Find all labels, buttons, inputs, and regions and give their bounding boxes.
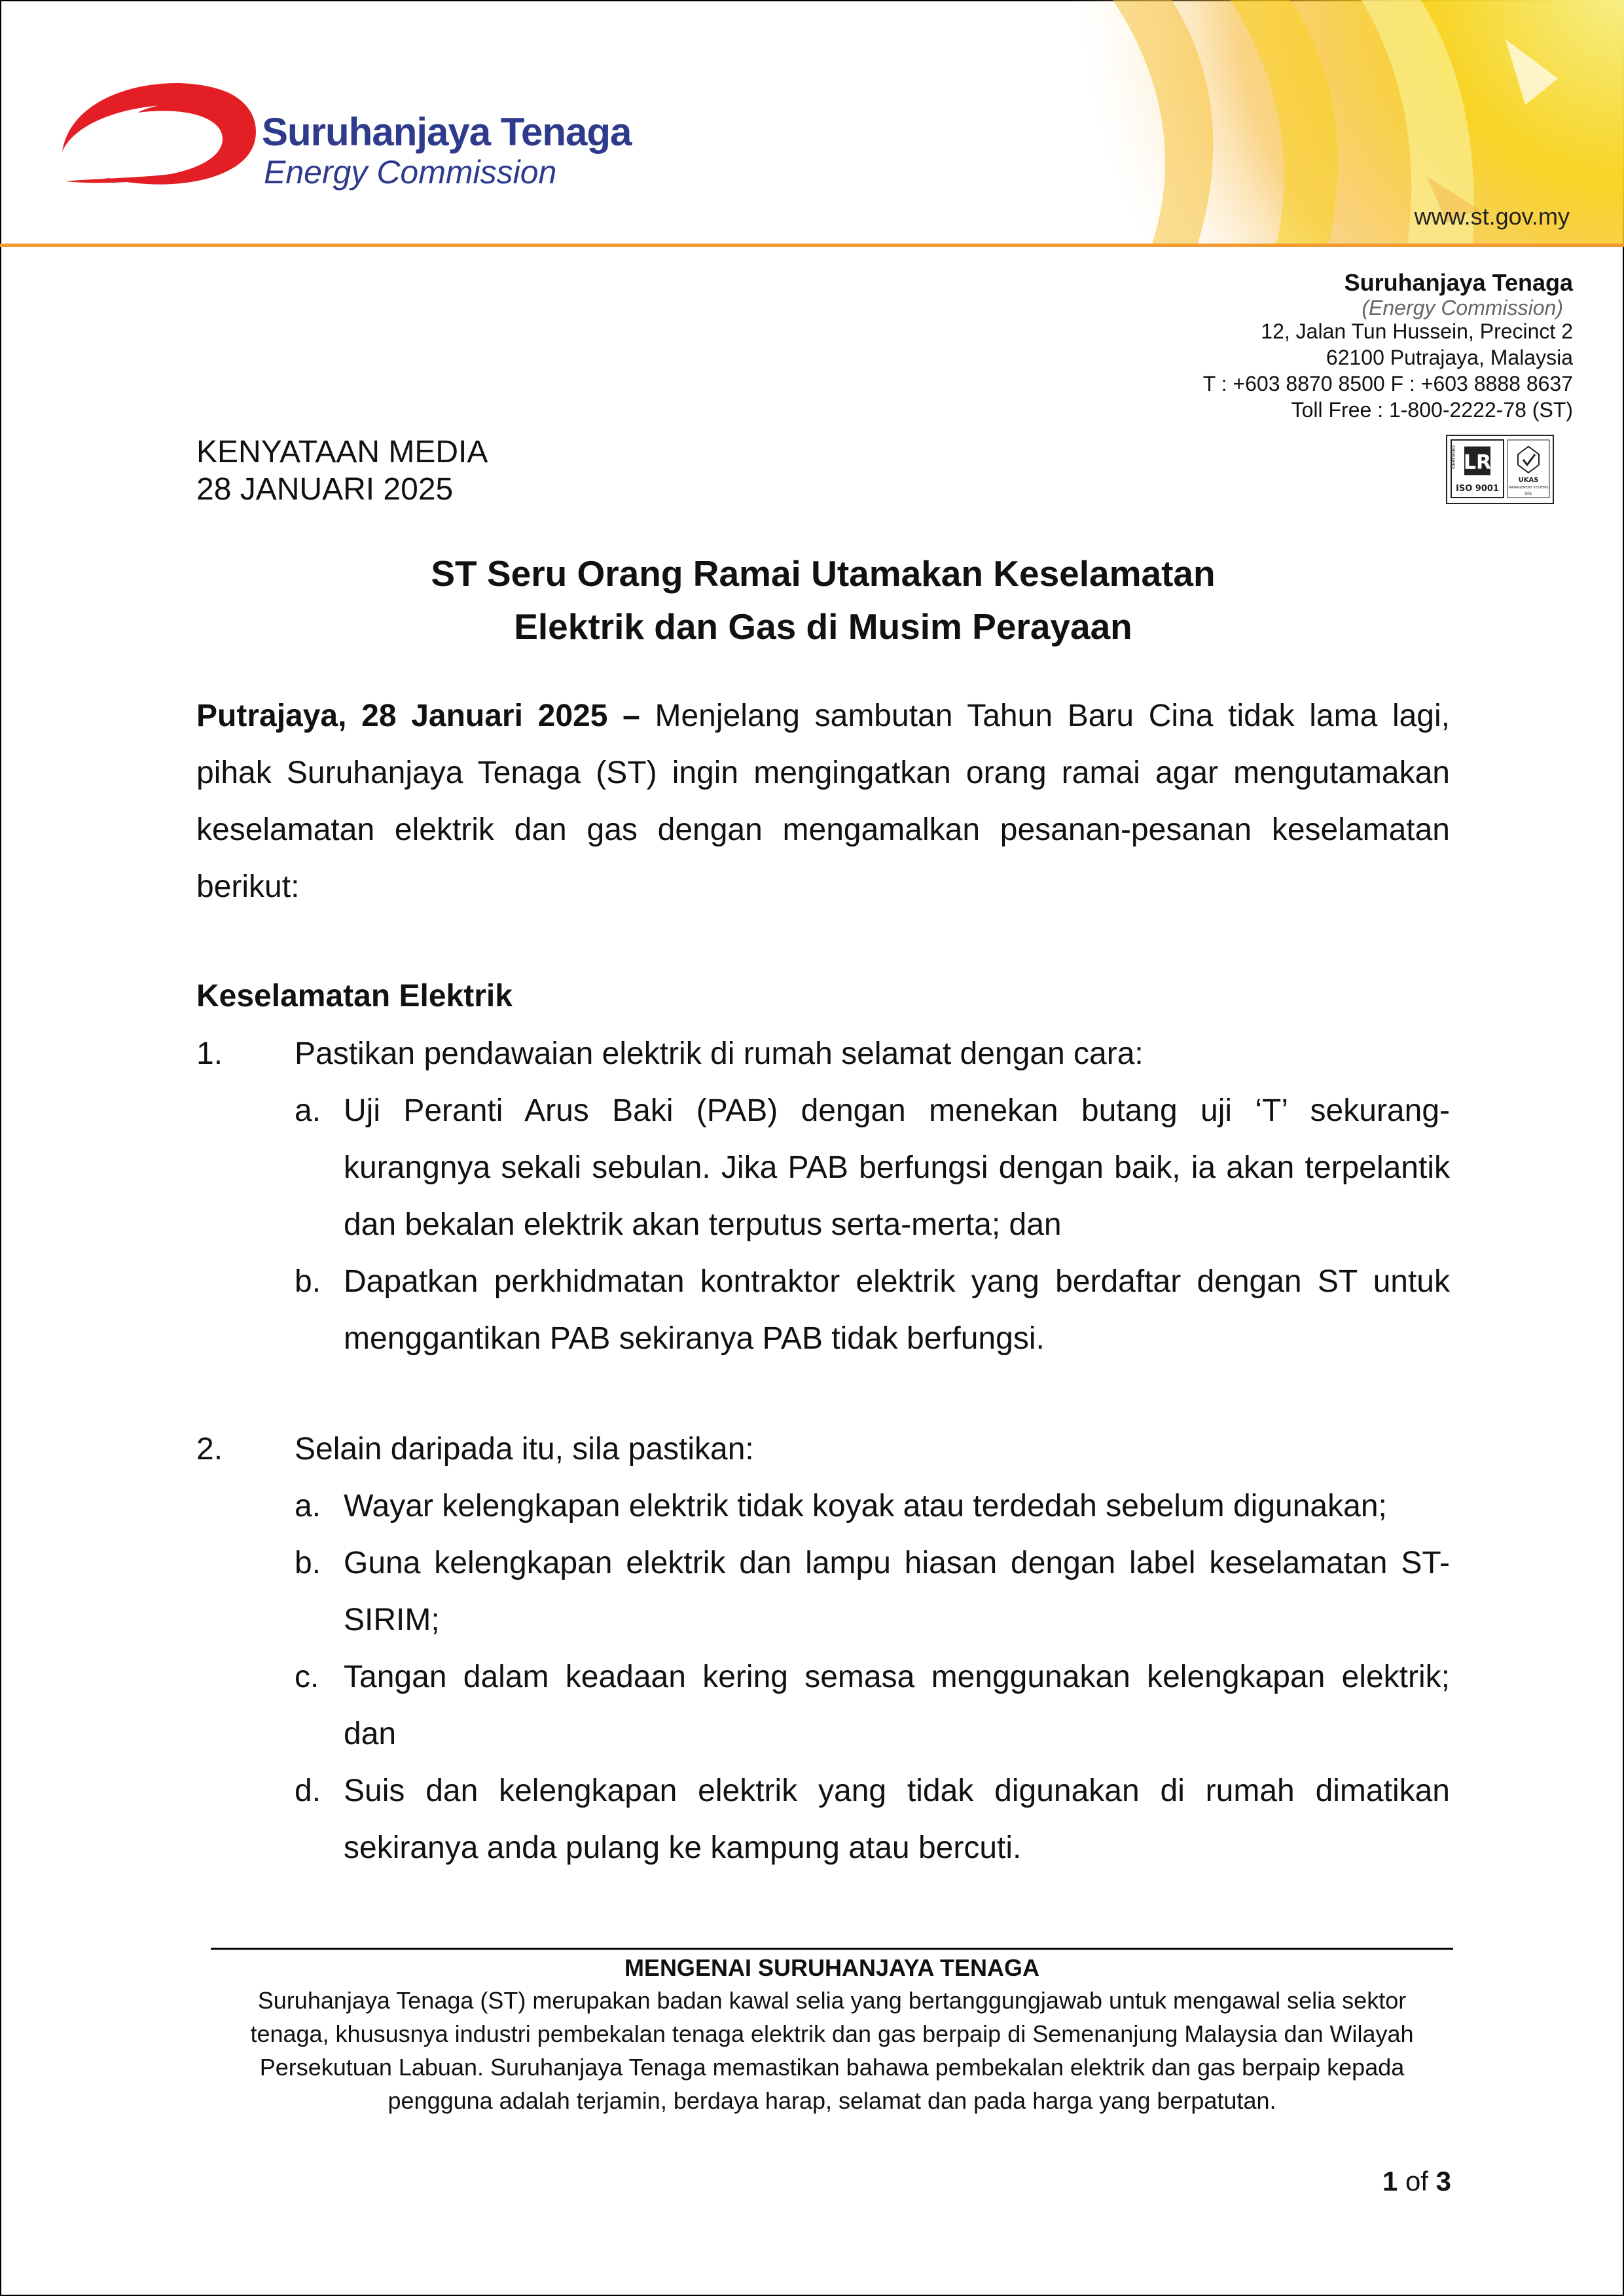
list-text: Pastikan pendawaian elektrik di rumah selamat dengan cara:: [295, 1036, 1144, 1071]
footer-title: MENGENAI SURUHANJAYA TENAGA: [624, 1954, 1040, 1981]
sub-text: Uji Peranti Arus Baki (PAB) dengan menekan butang uji ‘T’ sekurang-kurangnya sekali sebulan. Jika PAB berfungsi dengan baik, ia akan terpelantik dan bekalan elektrik akan terputus serta-merta; dan: [344, 1093, 1450, 1242]
svg-text:001: 001: [1525, 492, 1532, 496]
tollfree-line: Toll Free : 1-800-2222-78 (ST): [1291, 398, 1573, 422]
iso-certification-badge: [1446, 435, 1554, 504]
list-number: 2.: [196, 1432, 223, 1467]
swoosh-logo-icon: [59, 73, 275, 194]
sub-letter: b.: [295, 1264, 321, 1299]
sub-list-item: [295, 1082, 1450, 1253]
sub-text: Guna kelengkapan elektrik dan lampu hiasan dengan label keselamatan ST-SIRIM;: [344, 1546, 1450, 1637]
svg-text:CERTIFIED: CERTIFIED: [1451, 445, 1456, 469]
press-release-title: [196, 547, 1450, 653]
title-line: ST Seru Orang Ramai Utamakan Keselamatan: [431, 553, 1216, 594]
sub-letter: a.: [295, 1489, 321, 1523]
address-line: 62100 Putrajaya, Malaysia: [1326, 346, 1573, 369]
lead-text: Menjelang sambutan Tahun Baru Cina tidak lama lagi, pihak Suruhanjaya Tenaga (ST) ingin mengingatkan orang ramai agar mengutamakan keselamatan elektrik dan gas dengan mengamalkan pesanan-pesanan keselamatan berikut:: [196, 699, 1451, 904]
media-date: 28 JANUARI 2025: [196, 472, 454, 507]
address-org-en: (Energy Commission): [1362, 296, 1563, 319]
section-heading: Keselamatan Elektrik: [196, 979, 513, 1013]
svg-text:UKAS: UKAS: [1518, 477, 1539, 484]
page-of: of: [1405, 2166, 1428, 2196]
sub-letter: d.: [295, 1774, 321, 1808]
contact-line: T : +603 8870 8500 F : +603 8888 8637: [1202, 372, 1573, 395]
st-logo[interactable]: [59, 73, 668, 194]
logo-name: Suruhanjaya Tenaga: [262, 110, 632, 154]
header-divider: [0, 244, 1624, 247]
sub-letter: a.: [295, 1093, 321, 1128]
title-line: Elektrik dan Gas di Musim Perayaan: [514, 606, 1132, 647]
sub-text: Tangan dalam keadaan kering semasa menggunakan kelengkapan elektrik; dan: [344, 1660, 1450, 1751]
footer-about-text: [211, 1984, 1453, 2117]
sub-list-item: [295, 1649, 1450, 1762]
media-type: KENYATAAN MEDIA: [196, 435, 488, 469]
sub-list-item: [295, 1478, 1450, 1535]
media-statement-heading: [196, 433, 488, 508]
sub-text: Wayar kelengkapan elektrik tidak koyak atau terdedah sebelum digunakan;: [344, 1489, 1387, 1523]
sub-list-item: [295, 1535, 1450, 1649]
address-block: [1203, 268, 1573, 423]
sub-list-item: [295, 1762, 1450, 1876]
svg-text:LR: LR: [1463, 451, 1492, 474]
page-current: 1: [1382, 2166, 1398, 2196]
logo-subtitle: Energy Commission: [264, 154, 557, 191]
footer-line: Suruhanjaya Tenaga (ST) merupakan badan kawal selia yang bertanggungjawab untuk mengawal selia sektor: [257, 1987, 1407, 2014]
svg-text:MANAGEMENT SYSTEMS: MANAGEMENT SYSTEMS: [1508, 486, 1549, 490]
svg-text:ISO 9001: ISO 9001: [1456, 484, 1499, 494]
sub-letter: c.: [295, 1660, 319, 1694]
lead-paragraph: [196, 687, 1450, 915]
sub-list-item: [295, 1253, 1450, 1367]
footer-line: pengguna adalah terjamin, berdaya harap, selamat dan pada harga yang berpatutan.: [388, 2087, 1276, 2114]
page-number: [1382, 2166, 1451, 2197]
sub-letter: b.: [295, 1546, 321, 1580]
sub-text: Dapatkan perkhidmatan kontraktor elektrik yang berdaftar dengan ST untuk menggantikan PAB sekiranya PAB tidak berfungsi.: [344, 1264, 1450, 1356]
list-number: 1.: [196, 1036, 223, 1071]
footer-divider: [211, 1948, 1453, 1950]
page-total: 3: [1435, 2166, 1451, 2196]
dateline: Putrajaya, 28 Januari 2025 –: [196, 699, 640, 733]
footer-line: tenaga, khususnya industri pembekalan tenaga elektrik dan gas berpaip di Semenanjung Malaysia dan Wilayah: [250, 2020, 1414, 2047]
website-link[interactable]: www.st.gov.my: [1414, 203, 1570, 230]
address-line: 12, Jalan Tun Hussein, Precinct 2: [1261, 319, 1573, 343]
list-text: Selain daripada itu, sila pastikan:: [295, 1432, 754, 1467]
sub-text: Suis dan kelengkapan elektrik yang tidak digunakan di rumah dimatikan sekiranya anda pulang ke kampung atau bercuti.: [344, 1774, 1450, 1865]
footer-line: Persekutuan Labuan. Suruhanjaya Tenaga memastikan bahawa pembekalan elektrik dan gas berpaip kepada: [259, 2054, 1405, 2081]
address-org: Suruhanjaya Tenaga: [1344, 269, 1573, 296]
